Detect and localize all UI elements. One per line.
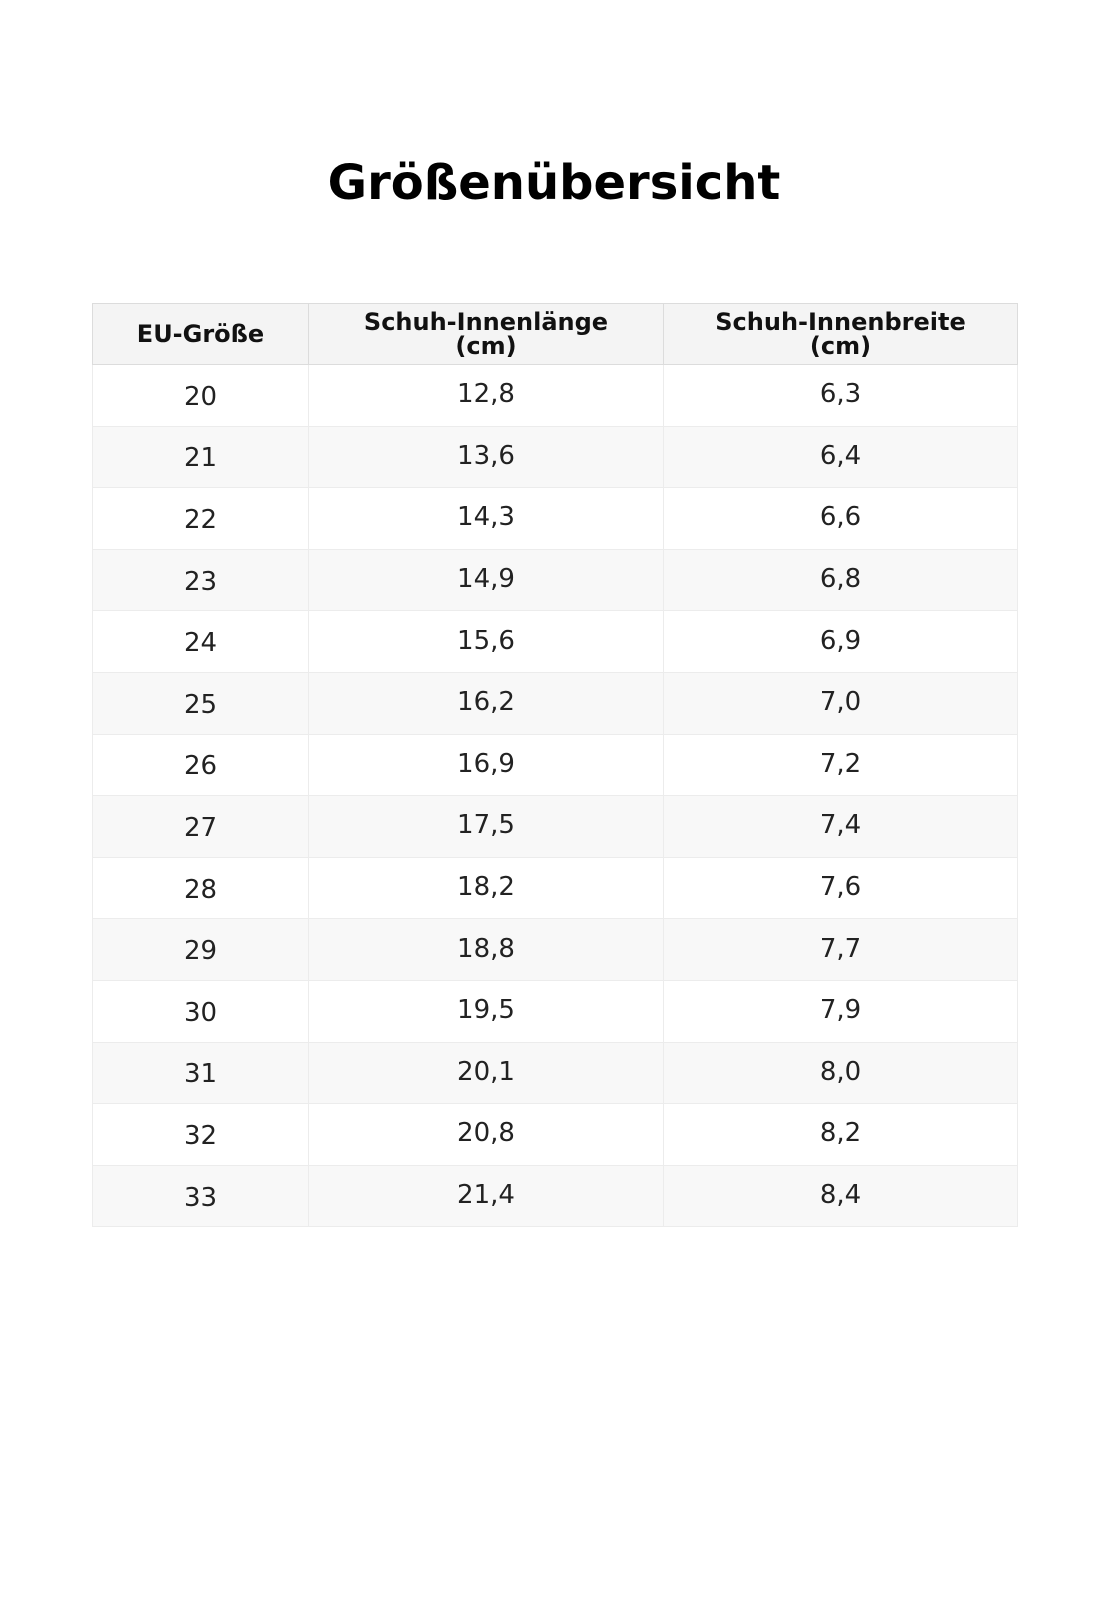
inner-length-cell: 20,8	[309, 1104, 664, 1166]
eu-size-cell: 21	[93, 426, 309, 488]
inner-width-cell: 6,8	[664, 549, 1018, 611]
table-row	[93, 488, 1018, 550]
inner-length-cell: 14,3	[309, 488, 664, 550]
inner-length-cell: 18,2	[309, 857, 664, 919]
inner-width-cell: 6,3	[664, 365, 1018, 427]
table-row	[93, 672, 1018, 734]
table-row	[93, 980, 1018, 1042]
eu-size-cell: 25	[93, 672, 309, 734]
eu-size-cell: 30	[93, 980, 309, 1042]
inner-width-cell: 8,2	[664, 1104, 1018, 1166]
header-inner-width-unit: (cm)	[809, 332, 872, 360]
table-row	[93, 857, 1018, 919]
header-row	[93, 304, 1018, 365]
page-title: Größenübersicht	[327, 155, 781, 211]
eu-size-cell: 23	[93, 549, 309, 611]
eu-size-cell: 28	[93, 857, 309, 919]
header-inner-length-label: Schuh-Innenlänge	[363, 308, 609, 336]
table-row	[93, 1042, 1018, 1104]
eu-size-cell: 31	[93, 1042, 309, 1104]
eu-size-cell: 20	[93, 365, 309, 427]
table-row	[93, 1104, 1018, 1166]
eu-size-cell: 22	[93, 488, 309, 550]
header-eu-size-label: EU-Größe	[136, 320, 265, 348]
inner-width-cell: 6,6	[664, 488, 1018, 550]
inner-length-cell: 19,5	[309, 980, 664, 1042]
header-inner-width	[664, 304, 1018, 365]
table-row	[93, 796, 1018, 858]
header-inner-length-unit: (cm)	[455, 332, 517, 360]
inner-width-cell: 7,6	[664, 857, 1018, 919]
inner-length-cell: 20,1	[309, 1042, 664, 1104]
eu-size-cell: 24	[93, 611, 309, 673]
inner-length-cell: 12,8	[309, 365, 664, 427]
inner-width-cell: 8,0	[664, 1042, 1018, 1104]
inner-width-cell: 7,9	[664, 980, 1018, 1042]
eu-size-cell: 32	[93, 1104, 309, 1166]
inner-width-cell: 7,4	[664, 796, 1018, 858]
table-body	[93, 365, 1018, 1227]
table-row	[93, 549, 1018, 611]
inner-width-cell: 6,4	[664, 426, 1018, 488]
inner-length-cell: 18,8	[309, 919, 664, 981]
inner-length-cell: 21,4	[309, 1165, 664, 1227]
inner-length-cell: 13,6	[309, 426, 664, 488]
eu-size-cell: 26	[93, 734, 309, 796]
table-header	[93, 304, 1018, 365]
table-row	[93, 734, 1018, 796]
inner-width-cell: 8,4	[664, 1165, 1018, 1227]
inner-length-cell: 15,6	[309, 611, 664, 673]
inner-length-cell: 14,9	[309, 549, 664, 611]
header-inner-length	[309, 304, 664, 365]
eu-size-cell: 27	[93, 796, 309, 858]
inner-width-cell: 7,2	[664, 734, 1018, 796]
size-chart-table	[92, 303, 1018, 1227]
table-row	[93, 919, 1018, 981]
header-eu-size	[93, 304, 309, 365]
table-row	[93, 426, 1018, 488]
inner-length-cell: 16,2	[309, 672, 664, 734]
inner-width-cell: 6,9	[664, 611, 1018, 673]
table-row	[93, 1165, 1018, 1227]
table-row	[93, 365, 1018, 427]
header-inner-width-label: Schuh-Innenbreite	[715, 308, 966, 336]
inner-width-cell: 7,7	[664, 919, 1018, 981]
inner-length-cell: 16,9	[309, 734, 664, 796]
table-row	[93, 611, 1018, 673]
eu-size-cell: 29	[93, 919, 309, 981]
inner-length-cell: 17,5	[309, 796, 664, 858]
inner-width-cell: 7,0	[664, 672, 1018, 734]
eu-size-cell: 33	[93, 1165, 309, 1227]
